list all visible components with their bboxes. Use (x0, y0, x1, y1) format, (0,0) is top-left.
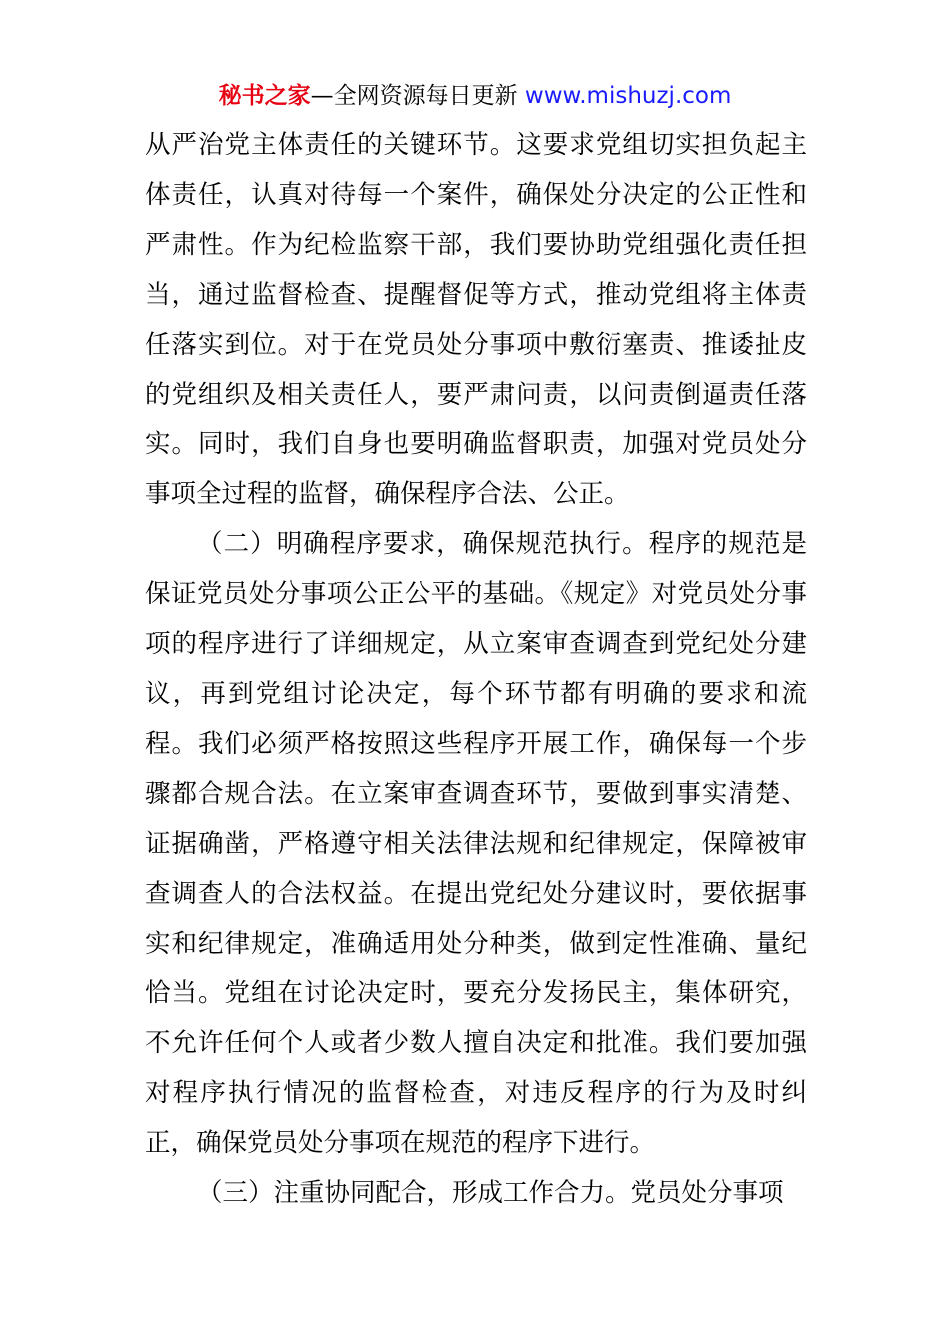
site-header (0, 80, 950, 112)
site-url-link[interactable]: www.mishuzj.com (524, 83, 732, 109)
paragraph-continuation: 从严治党主体责任的关键环节。这要求党组切实担负起主体责任，认真对待每一个案件，确保处分决定的公正性和严肃性。作为纪检监察干部，我们要协助党组强化责任担当，通过监督检查、提醒督促等方式，推动党组将主体责任落实到位。对于在党员处分事项中敷衍塞责、推诿扯皮的党组织及相关责任人，要严肃问责，以问责倒逼责任落实。同时，我们自身也要明确监督职责，加强对党员处分事项全过程的监督，确保程序合法、公正。 (145, 130, 807, 510)
document-body (145, 121, 807, 1219)
paragraph-section-2: （二）明确程序要求，确保规范执行。程序的规范是保证党员处分事项公正公平的基础。《规定》对党员处分事项的程序进行了详细规定，从立案审查调查到党纪处分建议，再到党组讨论决定，每个环节都有明确的要求和流程。我们必须严格按照这些程序开展工作，确保每一个步骤都合规合法。在立案审查调查环节，要做到事实清楚、证据确凿，严格遵守相关法律法规和纪律规定，保障被审查调查人的合法权益。在提出党纪处分建议时，要依据事实和纪律规定，准确适用处分种类，做到定性准确、量纪恰当。党组在讨论决定时，要充分发扬民主，集体研究，不允许任何个人或者少数人擅自决定和批准。我们要加强对程序执行情况的监督检查，对违反程序的行为及时纠正，确保党员处分事项在规范的程序下进行。 (145, 529, 807, 1159)
site-brand: 秘书之家 (218, 83, 311, 109)
site-tagline: —全网资源每日更新 (310, 83, 518, 109)
paragraph-section-3: （三）注重协同配合，形成工作合力。党员处分事项 (197, 1178, 784, 1209)
